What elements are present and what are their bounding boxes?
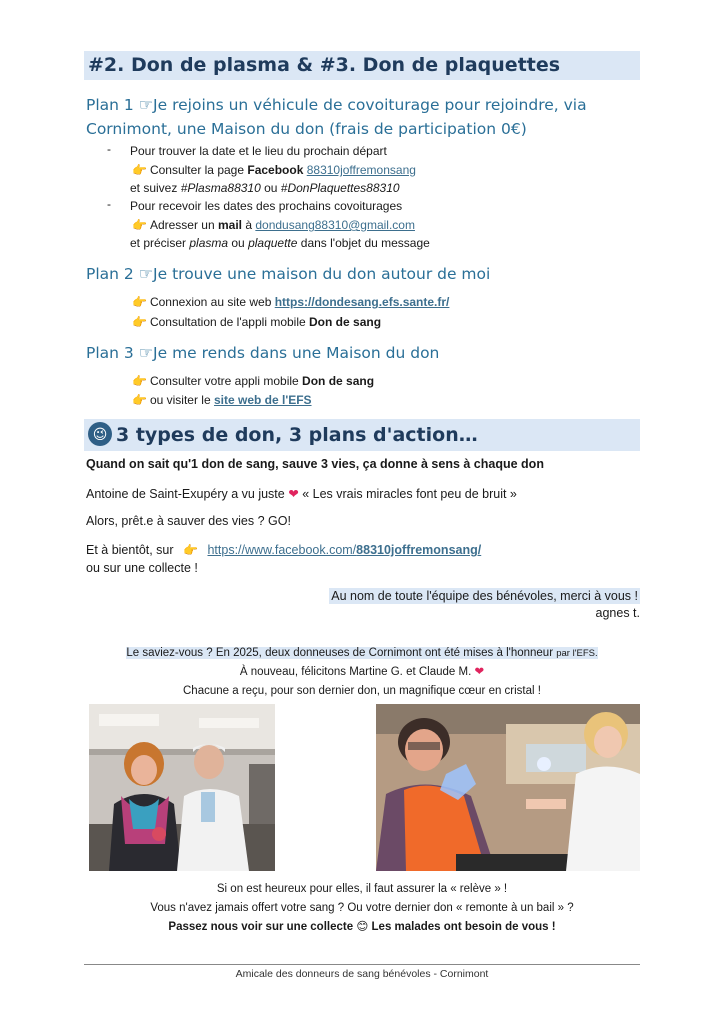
plan1-title-line1: Je rejoins un véhicule de covoiturage pour rejoindre, via [153,96,587,114]
plan2-title: Plan 2 ☞Je trouve une maison du don autour de moi [86,264,491,283]
closing-line1: Si on est heureux pour elles, il faut assurer la « relève » ! [216,883,508,895]
news-line2: À nouveau, félicitons Martine G. et Claude M. [239,666,472,678]
pointing-hand-icon: 👉 [132,218,147,232]
plan1-mail-line: 👉 Adresser un mail à dondusang88310@gmail.com [132,218,415,232]
plan1-item1: Pour trouver la date et le lieu du prochain départ [130,144,387,158]
section-title: #2. Don de plasma & #3. Don de plaquettes [88,54,561,76]
section2-title: 3 types de don, 3 plans d'action… [116,424,478,446]
pointing-hand-icon: 👉 [132,393,147,407]
plan2-item2: 👉 Consultation de l'appli mobile Don de sang [132,315,382,329]
efs-site-link[interactable]: site web de l'EFS [213,393,312,407]
photo-martine [89,704,275,871]
pointing-hand-icon: 👉 [183,543,198,557]
facebook-url-link[interactable]: https://www.facebook.com/88310joffremonsang/ [207,543,482,557]
signature: agnes t. [595,606,640,620]
hashtag-plaquettes: #DonPlaquettes88310 [280,181,400,195]
thanks-line: Au nom de toute l'équipe des bénévoles, merci à vous ! [331,589,638,603]
hashtag-plasma: #Plasma88310 [180,181,261,195]
closing-line3: Passez nous voir sur une collecte 😊 Les malades ont besoin de vous ! [168,921,556,933]
plan2-item1: 👉 Connexion au site web https://dondesang.efs.sante.fr/ [132,295,450,309]
winking-face-icon: 😉 [88,422,112,446]
news-line3: Chacune a reçu, pour son dernier don, un magnifique cœur en cristal ! [183,685,541,697]
pointing-hand-icon: ☞ [138,264,154,283]
section2-bold-line: Quand on sait qu'1 don de sang, sauve 3 vies, ça donne à sens à chaque don [86,457,544,471]
plan2-label: Plan 2 [86,265,134,283]
pointing-hand-icon: ☞ [138,343,154,362]
heart-icon: ❤ [474,666,485,678]
closing-line2: Vous n'avez jamais offert votre sang ? Ou votre dernier don « remonte à un bail » ? [150,902,574,914]
pointing-hand-icon: 👉 [132,295,147,309]
list-dash: - [107,197,111,211]
quote-line: Antoine de Saint-Exupéry a vu juste ❤ « Les vrais miracles font peu de bruit » [86,487,517,501]
plan3-item2: 👉 ou visiter le site web de l'EFS [132,393,312,407]
plan1-label: Plan 1 [86,96,134,114]
photo-martine-image [89,704,275,871]
list-dash: - [107,142,111,156]
plan3-title: Plan 3 ☞Je me rends dans une Maison du don [86,343,440,362]
photo-claude [376,704,640,871]
facebook-page-link[interactable]: 88310joffremonsang [306,163,416,177]
plan1-precise-line: et préciser plasma ou plaquette dans l'objet du message [130,236,430,250]
pointing-hand-icon: 👉 [132,374,147,388]
or-collect-line: ou sur une collecte ! [86,561,198,575]
pointing-hand-icon: 👉 [132,163,147,177]
closing-block [84,880,640,937]
news-line1: Le saviez-vous ? En 2025, deux donneuses de Cornimont ont été mises à l'honneur par l'EFS. [126,647,598,659]
photo-claude-image [376,704,640,871]
email-link[interactable]: dondusang88310@gmail.com [255,218,415,232]
news-block [84,644,640,701]
plan1-follow-line: et suivez #Plasma88310 ou #DonPlaquettes88310 [130,181,400,195]
plan1-facebook-line: 👉 Consulter la page Facebook 88310joffremonsang [132,163,416,177]
pointing-hand-icon: 👉 [132,315,147,329]
efs-website-link[interactable]: https://dondesang.efs.sante.fr/ [274,295,450,309]
plan3-item1: 👉 Consulter votre appli mobile Don de sang [132,374,375,388]
smiling-face-icon: 😊 [356,921,369,933]
footer-text: Amicale des donneurs de sang bénévoles - Cornimont [235,968,489,980]
ready-line: Alors, prêt.e à sauver des vies ? GO! [86,514,291,528]
see-you-line: Et à bientôt, sur 👉 https://www.facebook.com/88310joffremonsang/ [86,543,482,557]
plan1-title-line2: Cornimont, une Maison du don (frais de participation 0€) [86,120,527,138]
heart-icon: ❤ [288,487,299,501]
footer-divider [84,964,640,965]
plan1-title [86,93,646,141]
plan3-label: Plan 3 [86,344,134,362]
pointing-hand-icon: ☞ [138,95,154,114]
plan1-item2: Pour recevoir les dates des prochains covoiturages [130,199,403,213]
